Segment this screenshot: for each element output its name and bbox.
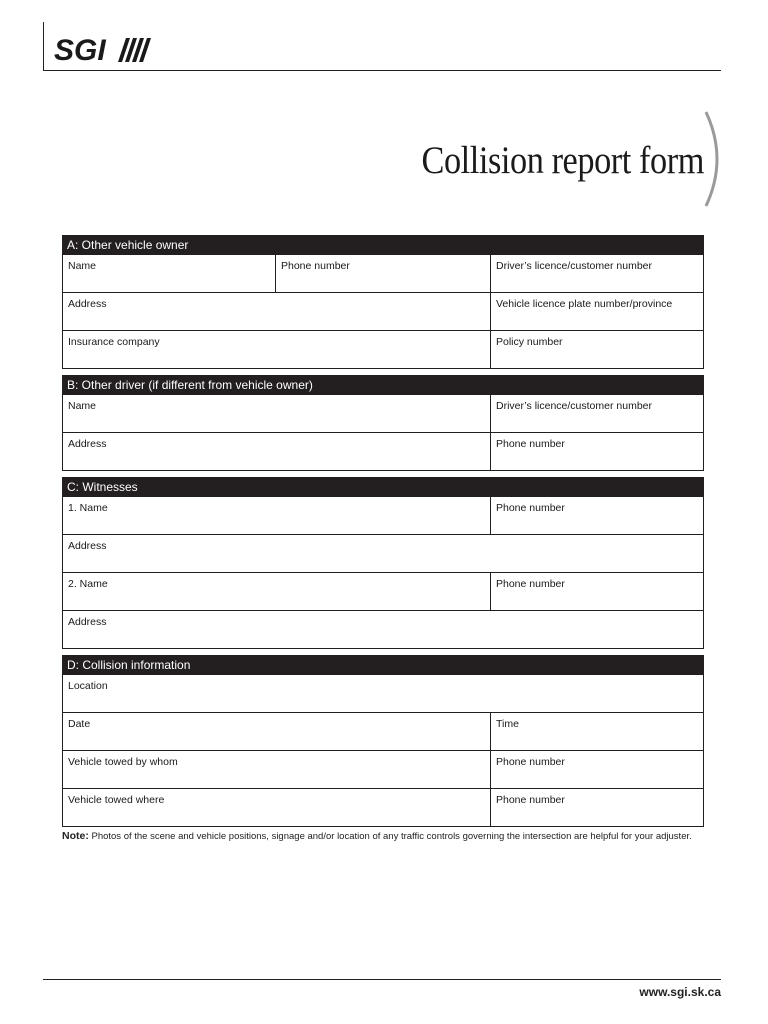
- page-title: Collision report form: [421, 139, 704, 182]
- field-label: Phone number: [496, 794, 565, 806]
- title-bracket-decoration: [700, 110, 726, 208]
- footer-url: www.sgi.sk.ca: [639, 985, 721, 999]
- sgi-logo: [54, 34, 154, 66]
- field-label: Address: [68, 298, 107, 310]
- field-label: Address: [68, 616, 107, 628]
- form-row: [62, 789, 704, 827]
- footer-rule: [43, 979, 721, 980]
- witness1-phone-field[interactable]: [490, 497, 703, 534]
- field-label: Insurance company: [68, 336, 160, 348]
- section-header-c: C: Witnesses: [62, 477, 704, 497]
- driver-licence-field[interactable]: [490, 395, 703, 432]
- field-label: 2. Name: [68, 578, 108, 590]
- form-row: [62, 713, 704, 751]
- form-row: [62, 395, 704, 433]
- owner-name-field[interactable]: [63, 255, 275, 292]
- section-header-b: B: Other driver (if different from vehicle owner): [62, 375, 704, 395]
- collision-time-field[interactable]: [490, 713, 703, 750]
- field-label: Driver’s licence/customer number: [496, 400, 652, 412]
- field-label: Vehicle towed where: [68, 794, 165, 806]
- sgi-logo-text: SGI: [54, 34, 106, 66]
- towed-where-field[interactable]: [63, 789, 490, 826]
- field-label: Driver’s licence/customer number: [496, 260, 652, 272]
- field-label: Address: [68, 540, 107, 552]
- form-row: [62, 535, 704, 573]
- field-label: Vehicle towed by whom: [68, 756, 178, 768]
- owner-licence-field[interactable]: [490, 255, 703, 292]
- collision-date-field[interactable]: [63, 713, 490, 750]
- form-row: [62, 255, 704, 293]
- note-paragraph: [62, 830, 707, 843]
- driver-name-field[interactable]: [63, 395, 490, 432]
- header-rule: [43, 70, 721, 71]
- driver-address-field[interactable]: [63, 433, 490, 470]
- collision-location-field[interactable]: [63, 675, 703, 712]
- note-text: Photos of the scene and vehicle positions, signage and/or location of any traffic controls governing the intersection are helpful for your adjuster.: [91, 831, 692, 842]
- driver-phone-field[interactable]: [490, 433, 703, 470]
- towed-by-field[interactable]: [63, 751, 490, 788]
- towed-where-phone-field[interactable]: [490, 789, 703, 826]
- note-label: Note:: [62, 830, 89, 842]
- header-vertical-rule: [43, 22, 44, 70]
- section-header-a: A: Other vehicle owner: [62, 235, 704, 255]
- field-label: Time: [496, 718, 519, 730]
- field-label: Vehicle licence plate number/province: [496, 298, 673, 310]
- field-label: 1. Name: [68, 502, 108, 514]
- field-label: Name: [68, 400, 97, 412]
- logo-stripes: [118, 38, 151, 62]
- field-label: Location: [68, 680, 108, 692]
- owner-insurance-field[interactable]: [63, 331, 490, 368]
- witness2-name-field[interactable]: [63, 573, 490, 610]
- form-row: [62, 675, 704, 713]
- field-label: Policy number: [496, 336, 563, 348]
- witness2-phone-field[interactable]: [490, 573, 703, 610]
- form-row: [62, 751, 704, 789]
- section-header-d: D: Collision information: [62, 655, 704, 675]
- towed-by-phone-field[interactable]: [490, 751, 703, 788]
- field-label: Phone number: [496, 756, 565, 768]
- field-label: Phone number: [496, 578, 565, 590]
- witness1-name-field[interactable]: [63, 497, 490, 534]
- field-label: Name: [68, 260, 97, 272]
- owner-policy-field[interactable]: [490, 331, 703, 368]
- owner-address-field[interactable]: [63, 293, 490, 330]
- field-label: Phone number: [496, 502, 565, 514]
- field-label: Phone number: [496, 438, 565, 450]
- form-row: [62, 611, 704, 649]
- form-row: [62, 433, 704, 471]
- form-row: [62, 573, 704, 611]
- field-label: Date: [68, 718, 91, 730]
- field-label: Phone number: [281, 260, 350, 272]
- owner-plate-field[interactable]: [490, 293, 703, 330]
- form-row: [62, 497, 704, 535]
- field-label: Address: [68, 438, 107, 450]
- form-row: [62, 293, 704, 331]
- form-row: [62, 331, 704, 369]
- witness1-address-field[interactable]: [63, 535, 703, 572]
- witness2-address-field[interactable]: [63, 611, 703, 648]
- owner-phone-field[interactable]: [275, 255, 490, 292]
